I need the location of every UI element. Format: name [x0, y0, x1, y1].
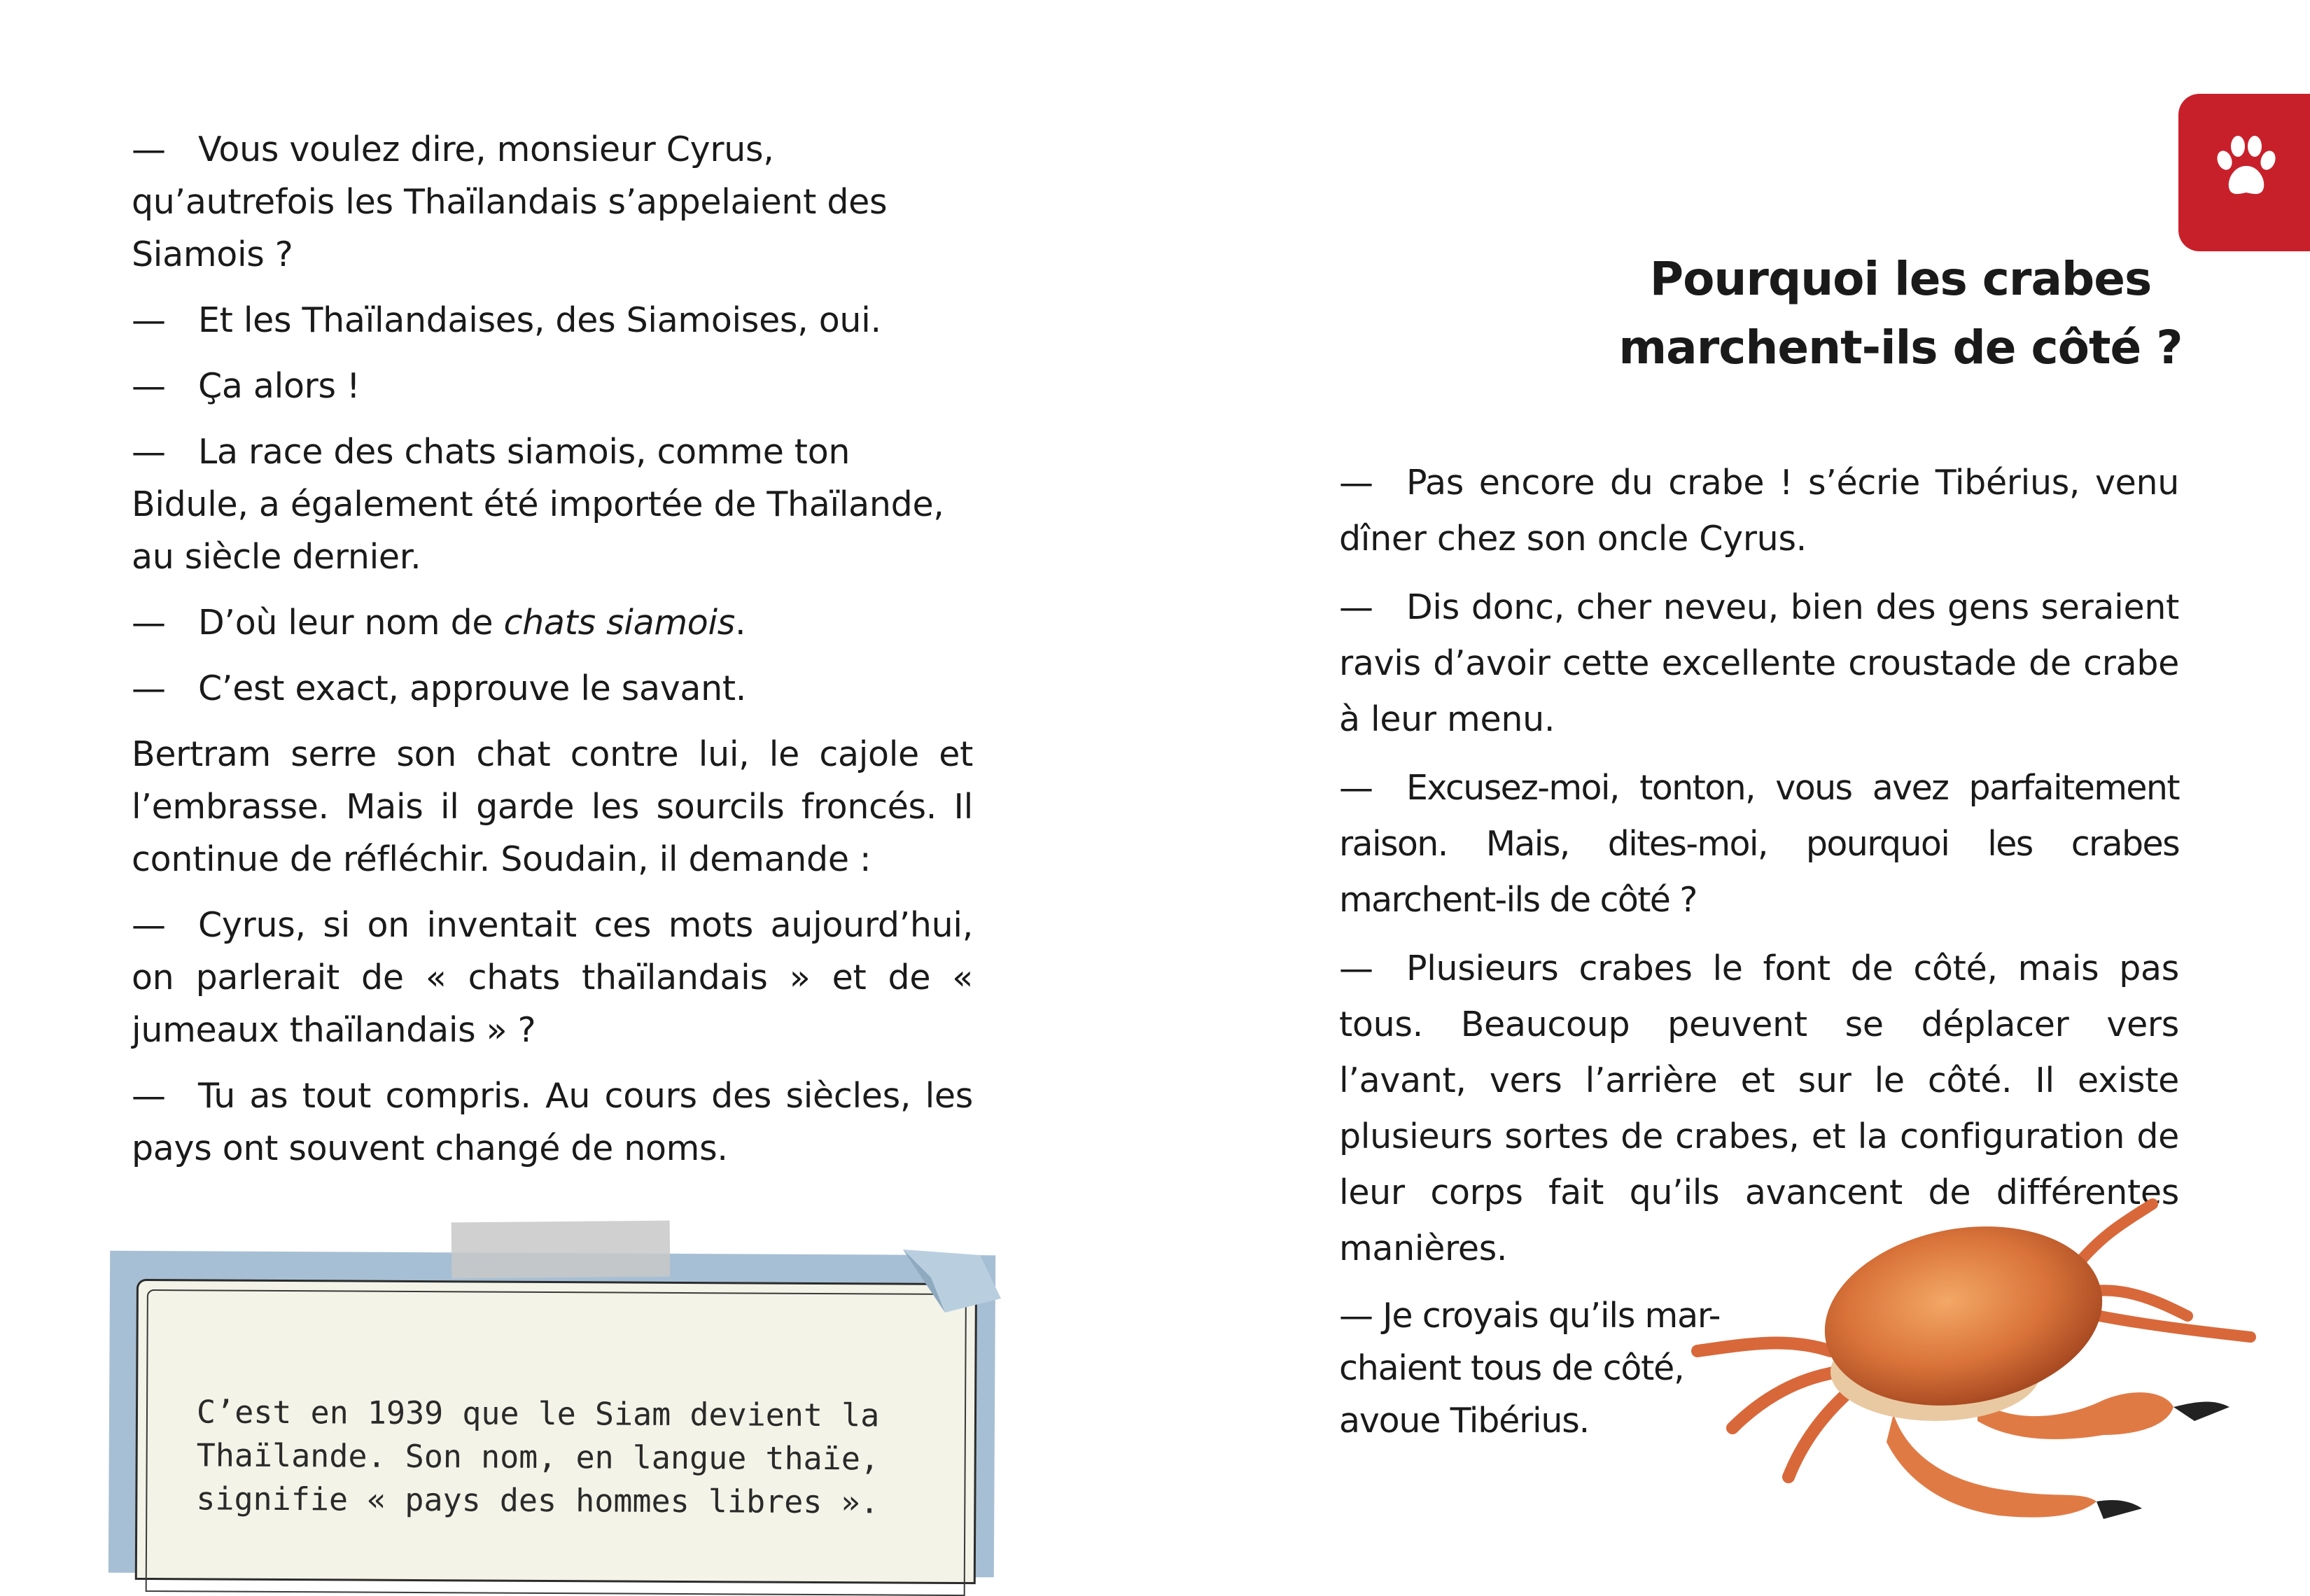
note-line: signifie « pays des hommes libres ». — [196, 1480, 879, 1521]
paragraph-line: — Je croyais qu’ils mar- — [1339, 1296, 1721, 1336]
paragraph-text: Excusez-moi, tonton, vous avez parfaitement raison. Mais, dites-moi, pourquoi les crabes marchent-ils de côté ? — [1339, 768, 2179, 920]
paragraph-line: avoue Tibérius. — [1339, 1401, 1589, 1441]
paragraph: — Excusez-moi, tonton, vous avez parfaitement raison. Mais, dites-moi, pourquoi les crabes marchent-ils de côté ? — [1339, 768, 2179, 920]
paragraph: — Cyrus, si on inventait ces mots aujourd’hui, on parlerait de « chats thaïlandais » et de « jumeaux thaïlandais » ? — [132, 905, 973, 1050]
paragraph: — Vous voulez dire, monsieur Cyrus, qu’autrefois les Thaïlandais s’appelaient des Siamois ? — [132, 130, 888, 274]
paragraph: — Dis donc, cher neveu, bien des gens seraient ravis d’avoir cette excellente croustade de crabe à leur menu. — [1339, 587, 2179, 739]
chapter-tab — [2178, 94, 2310, 251]
folded-corner-icon — [903, 1250, 1001, 1312]
paragraph: — Plusieurs crabes le font de côté, mais pas tous. Beaucoup peuvent se déplacer vers l’avant, vers l’arrière et sur le côté. Il existe plusieurs sortes de crabes, et la configuration de leur corps fait qu’ils avancent de différentes manières. — [1339, 948, 2179, 1268]
paw-icon — [2215, 132, 2278, 202]
section-heading — [1491, 245, 2310, 382]
paragraph-text: Ça alors ! — [198, 366, 360, 406]
paragraph-text: La race des chats siamois, comme ton Bidule, a également été importée de Thaïlande, au siècle dernier. — [132, 432, 944, 577]
note-line: Thaïlande. Son nom, en langue thaïe, — [196, 1436, 880, 1478]
paragraph-narration — [132, 728, 973, 886]
paragraph-text: Pas encore du crabe ! s’écrie Tibérius, venu dîner chez son oncle Cyrus. — [1339, 463, 2179, 559]
paragraph-text: Cyrus, si on inventait ces mots aujourd’hui, on parlerait de « chats thaïlandais » et de « jumeaux thaïlandais » ? — [132, 905, 973, 1050]
left-text-block — [132, 123, 973, 1188]
note-line: C’est en 1939 que le Siam devient la — [196, 1393, 880, 1434]
paragraph: — D’où leur nom de chats siamois. — [132, 603, 746, 643]
tape-strip — [451, 1221, 671, 1279]
info-note-card — [108, 1251, 995, 1578]
heading-line: marchent-ils de côté ? — [1618, 321, 2183, 374]
paragraph: — La race des chats siamois, comme ton Bidule, a également été importée de Thaïlande, au siècle dernier. — [132, 432, 944, 577]
paragraph: — Ça alors ! — [132, 366, 360, 406]
paragraph: — Et les Thaïlandaises, des Siamoises, oui. — [132, 300, 881, 340]
paragraph: — Pas encore du crabe ! s’écrie Tibérius, venu dîner chez son oncle Cyrus. — [1339, 463, 2179, 559]
paragraph-line: chaient tous de côté, — [1339, 1348, 1684, 1388]
paragraph-text: Tu as tout compris. Au cours des siècles, les pays ont souvent changé de noms. — [132, 1076, 973, 1168]
paragraph-text-end: . — [735, 603, 746, 643]
paragraph-text: Et les Thaïlandaises, des Siamoises, oui. — [198, 300, 881, 340]
paragraph-text: C’est exact, approuve le savant. — [198, 668, 747, 708]
heading-line: Pourquoi les crabes — [1649, 252, 2152, 306]
crab-illustration — [1684, 1190, 2264, 1526]
paragraph: — Tu as tout compris. Au cours des siècles, les pays ont souvent changé de noms. — [132, 1076, 973, 1168]
note-text — [196, 1390, 967, 1525]
note-paper — [135, 1279, 977, 1584]
paragraph-text: Bertram serre son chat contre lui, le cajole et l’embrasse. Mais il garde les sourcils froncés. Il continue de réfléchir. Soudain, il demande : — [132, 734, 973, 879]
paragraph-text: Dis donc, cher neveu, bien des gens seraient ravis d’avoir cette excellente croustade de crabe à leur menu. — [1339, 587, 2179, 739]
paragraph: — C’est exact, approuve le savant. — [132, 668, 747, 708]
paragraph-text: Plusieurs crabes le font de côté, mais pas tous. Beaucoup peuvent se déplacer vers l’avant, vers l’arrière et sur le côté. Il existe plusieurs sortes de crabes, et la configuration de leur corps fait qu’ils avancent de différentes manières. — [1339, 948, 2179, 1268]
paragraph-text: D’où leur nom de — [198, 603, 504, 643]
italic-term: chats siamois — [503, 603, 735, 643]
paragraph-text: Vous voulez dire, monsieur Cyrus, qu’autrefois les Thaïlandais s’appelaient des Siamois ? — [132, 130, 888, 274]
